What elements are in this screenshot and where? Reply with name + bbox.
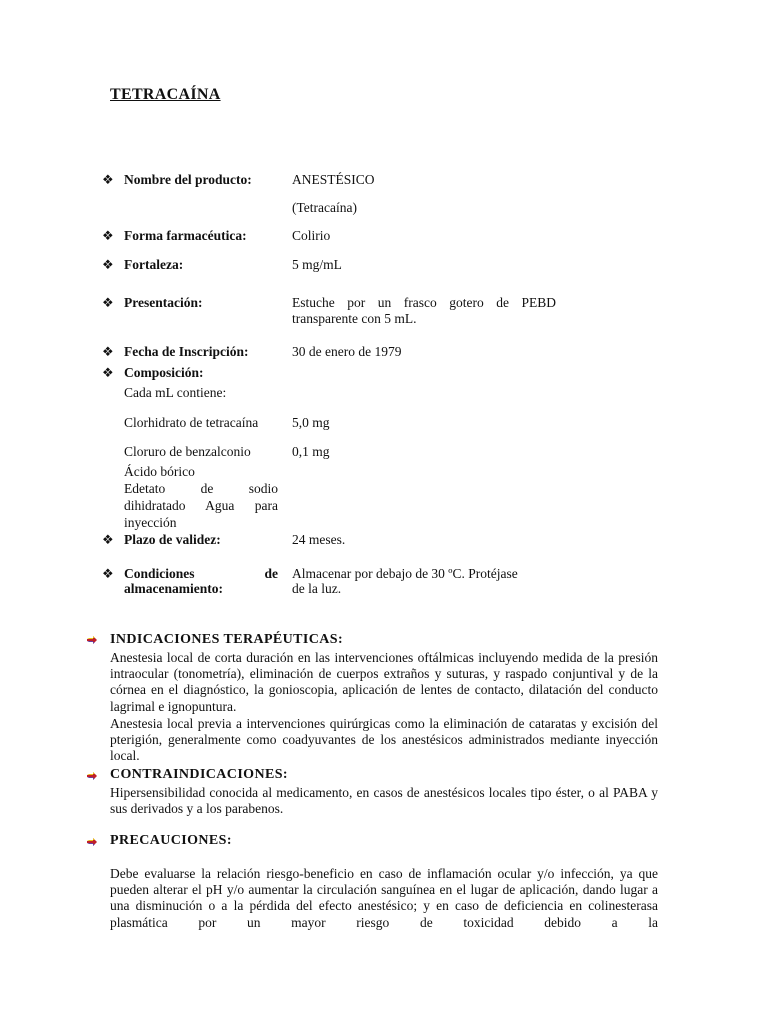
section-heading-indicaciones: INDICACIONES TERAPÉUTICAS: [110,632,344,647]
field-label-forma: Forma farmacéutica: [124,228,247,243]
field-label-nombre: Nombre del producto: [124,172,252,187]
field-label-presentacion: Presentación: [124,295,203,310]
diamond-bullet-icon: ❖ [102,228,114,243]
composition-extra-acido: Ácido bórico [124,464,195,479]
diamond-bullet-icon: ❖ [102,295,114,310]
composition-extra-edetato-line2: dihidratado Agua para [124,498,278,513]
composition-extra-edetato-line1: Edetato de sodio [124,481,278,496]
arrow-bullet-icon [86,836,98,848]
diamond-bullet-icon: ❖ [102,172,114,187]
field-value-condiciones-line1: Almacenar por debajo de 30 ºC. Protéjase [292,566,518,581]
section-paragraph: Hipersensibilidad conocida al medicamento, en casos de anestésicos locales tipo éster, o al PABA y sus derivados y a los parabenos. [110,785,658,817]
diamond-bullet-icon: ❖ [102,566,114,581]
field-label-fortaleza: Fortaleza: [124,257,184,272]
section-heading-precauciones: PRECAUCIONES: [110,833,232,848]
section-paragraph: Anestesia local de corta duración en las intervenciones oftálmicas incluyendo medida de la presión intraocular (tonometría), eliminación de cuerpos extraños y suturas, y raspado conjuntival y de la córnea en el diagnóstico, la gonioscopia, aplicación de lentes de contacto, dilatación del conducto lagrimal e ignopuntura. [110,650,658,714]
field-value-nombre-generic: (Tetracaína) [292,200,358,215]
diamond-bullet-icon: ❖ [102,532,114,547]
section-heading-contraindicaciones: CONTRAINDICACIONES: [110,767,288,782]
field-value-presentacion-line2: transparente con 5 mL. [292,311,417,326]
field-value-plazo: 24 meses. [292,532,346,547]
composition-item-name: Clorhidrato de tetracaína [124,415,259,430]
diamond-bullet-icon: ❖ [102,344,114,359]
field-value-presentacion-line1: Estuche por un frasco gotero de PEBD [292,295,556,310]
field-value-fortaleza: 5 mg/mL [292,257,342,272]
section-paragraph: Debe evaluarse la relación riesgo-beneficio en caso de inflamación ocular y/o infección, ya que pueden alterar el pH y/o aumentar la circulación sanguínea en el lugar de aplicación, dando lugar a una disminución o a la pérdida del efecto anestésico; y en caso de deficiencia en colinesterasa plasmática por un mayor riesgo de toxicidad debido a la [110,866,658,930]
section-paragraph: Anestesia local previa a intervenciones quirúrgicas como la eliminación de cataratas y excisión del pterigión, generalmente como coadyuvantes de los anestésicos administrados mediante inyección local. [110,716,658,764]
field-label-fecha: Fecha de Inscripción: [124,344,249,359]
arrow-bullet-icon [86,634,98,646]
field-value-fecha: 30 de enero de 1979 [292,344,402,359]
composition-intro: Cada mL contiene: [124,385,227,400]
field-label-condiciones-line1: Condiciones de [124,566,278,581]
field-label-plazo: Plazo de validez: [124,532,221,547]
field-value-condiciones-line2: de la luz. [292,581,342,596]
page-title: TETRACAÍNA [110,86,221,103]
diamond-bullet-icon: ❖ [102,365,114,380]
field-label-condiciones-line2: almacenamiento: [124,581,223,596]
arrow-bullet-icon [86,770,98,782]
composition-item-amount: 5,0 mg [292,415,330,430]
field-label-composicion: Composición: [124,365,204,380]
composition-item-amount: 0,1 mg [292,444,330,459]
field-value-forma: Colirio [292,228,331,243]
composition-extra-edetato-line3: inyección [124,515,177,530]
diamond-bullet-icon: ❖ [102,257,114,272]
composition-item-name: Cloruro de benzalconio [124,444,251,459]
field-value-nombre: ANESTÉSICO [292,172,375,187]
